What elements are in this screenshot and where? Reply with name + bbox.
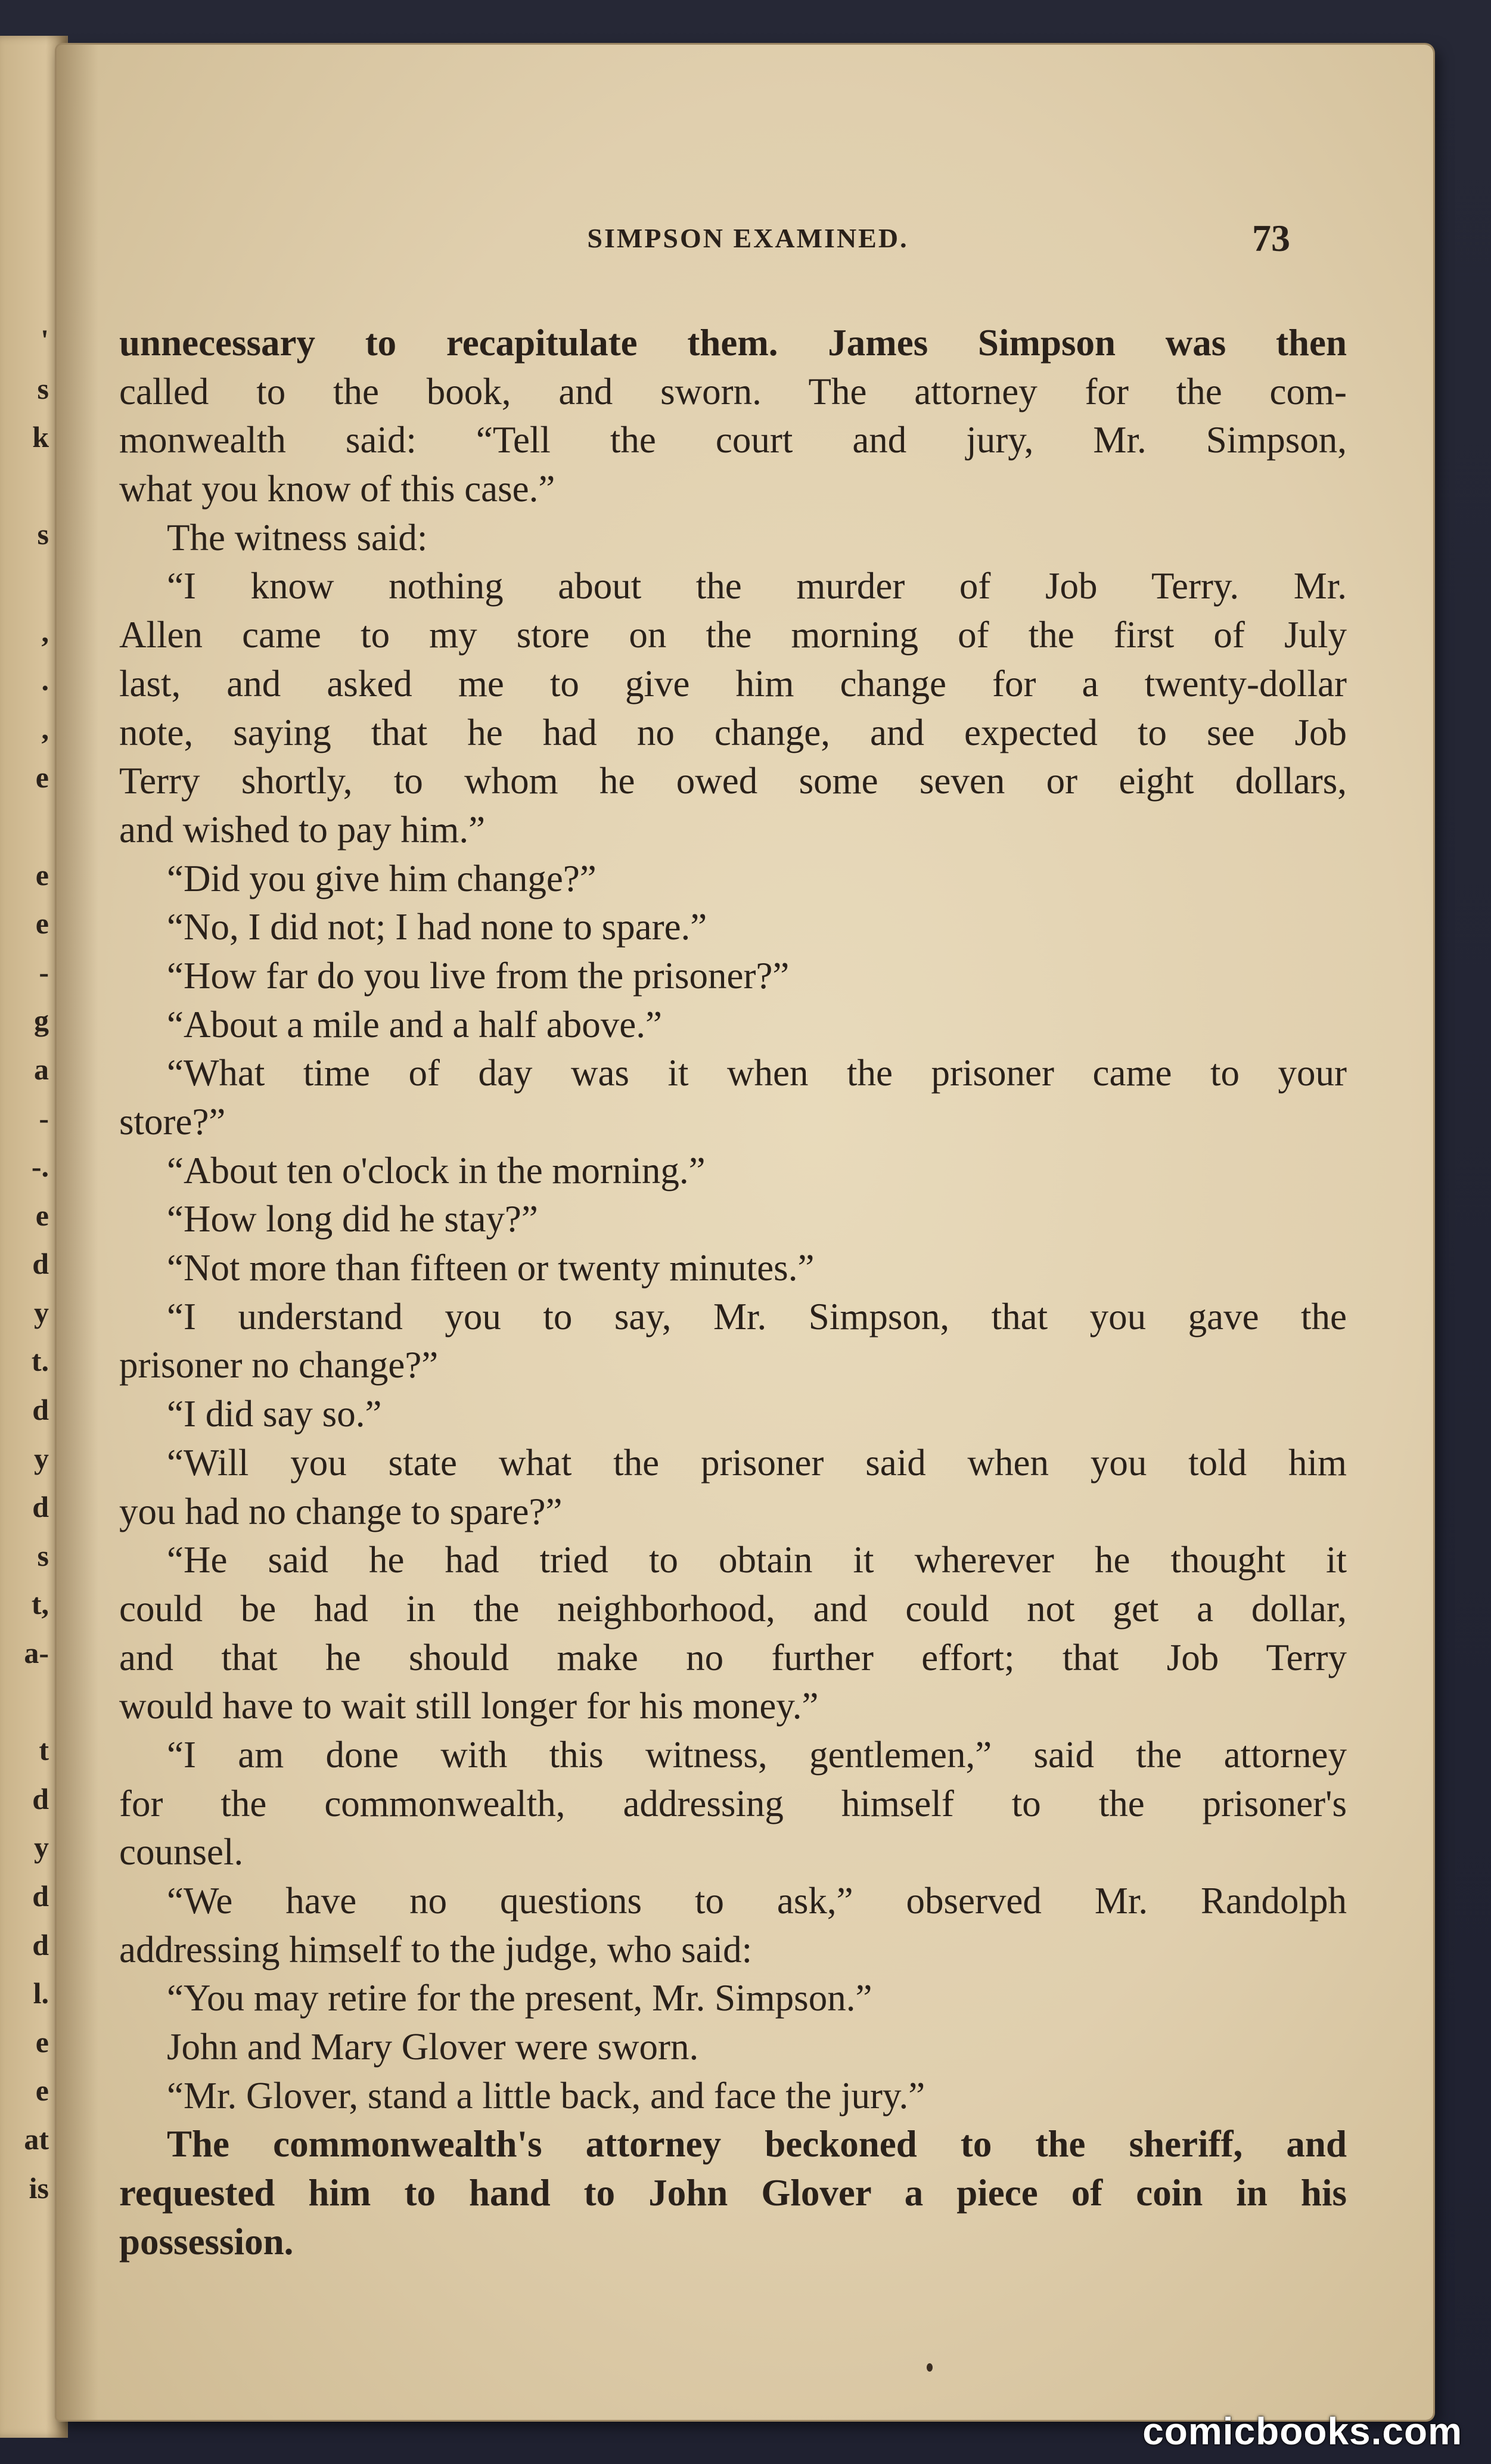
text-line: The witness said: <box>167 516 428 558</box>
text-line: “He said he had tried to obtain it wherever he thought it <box>167 1539 1347 1581</box>
book-page <box>57 45 1433 2420</box>
printer-dot <box>927 2363 933 2372</box>
text-line: prisoner no change?” <box>119 1344 439 1386</box>
text-line: Terry shortly, to whom he owed some seven or eight dollars, <box>119 760 1347 802</box>
text-line: “You may retire for the present, Mr. Simpson.” <box>167 1977 872 2019</box>
text-line: John and Mary Glover were sworn. <box>167 2026 699 2068</box>
text-line: what you know of this case.” <box>119 468 555 510</box>
text-line: “We have no questions to ask,” observed Mr. Randolph <box>167 1880 1347 1922</box>
page-number: 73 <box>1252 217 1290 259</box>
text-line: “I know nothing about the murder of Job Terry. Mr. <box>167 565 1347 607</box>
text-line: “I did say so.” <box>167 1393 382 1435</box>
text-line: Allen came to my store on the morning of the first of July <box>119 614 1347 656</box>
text-line: called to the book, and sworn. The attorney for the com- <box>119 370 1347 412</box>
text-line: “About ten o'clock in the morning.” <box>167 1149 706 1191</box>
text-line: “Mr. Glover, stand a little back, and face the jury.” <box>167 2074 925 2117</box>
running-head <box>57 215 1433 262</box>
text-line: last, and asked me to give him change for a twenty-dollar <box>119 662 1347 705</box>
text-line: note, saying that he had no change, and expected to see Job <box>119 711 1347 753</box>
text-line: “I understand you to say, Mr. Simpson, that you gave the <box>167 1295 1347 1337</box>
text-line: “Did you give him change?” <box>167 857 597 899</box>
gutter-shadow <box>57 45 98 2420</box>
text-line: for the commonwealth, addressing himself to the prisoner's <box>119 1782 1347 1824</box>
body-text <box>119 319 1347 2267</box>
text-line: could be had in the neighborhood, and could not get a dollar, <box>119 1587 1347 1630</box>
text-line: requested him to hand to John Glover a piece of coin in his <box>119 2172 1347 2214</box>
text-line: The commonwealth's attorney beckoned to the sheriff, and <box>167 2123 1347 2165</box>
text-line: “Will you state what the prisoner said when you told him <box>167 1441 1347 1484</box>
site-watermark: comicbooks.com <box>1142 2410 1462 2453</box>
text-line: “Not more than fifteen or twenty minutes.” <box>167 1247 815 1289</box>
text-line: “How far do you live from the prisoner?” <box>167 954 790 997</box>
text-line: “No, I did not; I had none to spare.” <box>167 906 707 948</box>
running-head-title: SIMPSON EXAMINED. <box>587 223 909 253</box>
text-line: store?” <box>119 1101 226 1143</box>
text-line: would have to wait still longer for his money.” <box>119 1685 819 1727</box>
text-line: unnecessary to recapitulate them. James Simpson was then <box>119 322 1347 364</box>
text-line: “What time of day was it when the prisoner came to your <box>167 1052 1347 1094</box>
previous-page-edge-text: ' s k s , . , e e e - g a - -. e d y t. d y d s t, a- t d y d d l. e e at is <box>24 323 49 2205</box>
text-line: you had no change to spare?” <box>119 1490 563 1532</box>
text-line: and wished to pay him.” <box>119 808 486 851</box>
text-line: possession. <box>119 2220 294 2263</box>
text-line: “I am done with this witness, gentlemen,” said the attorney <box>167 1733 1347 1776</box>
text-line: and that he should make no further effort; that Job Terry <box>119 1636 1347 1678</box>
text-line: “About a mile and a half above.” <box>167 1003 662 1045</box>
text-line: addressing himself to the judge, who said: <box>119 1928 753 1970</box>
text-line: monwealth said: “Tell the court and jury, Mr. Simpson, <box>119 419 1347 461</box>
text-line: “How long did he stay?” <box>167 1198 538 1240</box>
text-line: counsel. <box>119 1831 244 1873</box>
